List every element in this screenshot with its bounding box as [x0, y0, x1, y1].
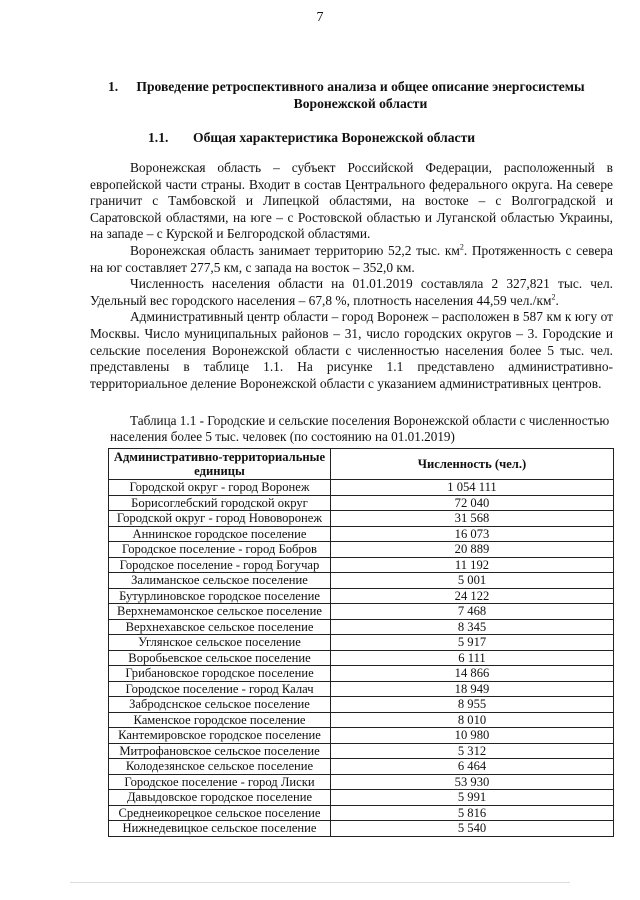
paragraph-area-text-end: . Протяженность с севера на юг составляет 277,5 км, с запада на восток – 352,0 км. — [90, 242, 613, 275]
population-cell: 20 889 — [331, 542, 614, 558]
table-row — [109, 681, 614, 697]
settlement-name-cell: Городской округ - город Нововоронеж — [109, 511, 331, 527]
population-cell: 72 040 — [331, 495, 614, 511]
section-number: 1. — [108, 79, 119, 94]
section-title: Проведение ретроспективного анализа и общее описание энергосистемы Воронежской области — [136, 79, 585, 111]
subsection-heading — [148, 129, 475, 146]
table-row — [109, 619, 614, 635]
table-row — [109, 495, 614, 511]
paragraph-population — [90, 276, 613, 309]
population-cell: 8 345 — [331, 619, 614, 635]
settlement-name-cell: Среднеикорецкое сельское поселение — [109, 805, 331, 821]
settlement-name-cell: Залиманское сельское поселение — [109, 573, 331, 589]
table-row — [109, 666, 614, 682]
settlement-name-cell: Городское поселение - город Бобров — [109, 542, 331, 558]
section-heading — [108, 78, 613, 112]
table-row — [109, 805, 614, 821]
page-bottom-line — [70, 882, 570, 883]
population-cell: 6 111 — [331, 650, 614, 666]
population-cell: 53 930 — [331, 774, 614, 790]
table-row — [109, 650, 614, 666]
table-row — [109, 728, 614, 744]
table-row — [109, 557, 614, 573]
settlement-name-cell: Каменское городское поселение — [109, 712, 331, 728]
table-row — [109, 743, 614, 759]
table-row — [109, 542, 614, 558]
settlement-name-cell: Воробьевское сельское поселение — [109, 650, 331, 666]
population-cell: 18 949 — [331, 681, 614, 697]
paragraph-area-text: Воронежская область занимает территорию 52,2 тыс. км — [130, 242, 460, 258]
population-cell: 14 866 — [331, 666, 614, 682]
population-cell: 7 468 — [331, 604, 614, 620]
superscript: 2 — [551, 292, 556, 302]
table-row — [109, 759, 614, 775]
paragraph-region: Воронежская область – субъект Российской Федерации, расположенный в европейской части страны. Входит в состав Центрального федерального округа. На севере граничит с Тамбовской и Липецкой областями, на востоке – с Волгоградской и Саратовской областями, на юге – с Ростовской областью и Луганской областью Украины, на западе – с Курской и Белгородской областями. — [90, 160, 613, 242]
settlement-name-cell: Борисоглебский городской округ — [109, 495, 331, 511]
paragraph-admin-center: Административный центр области – город Воронеж – расположен в 587 км к югу от Москвы. Число муниципальных районов – 31, число городских округов – 3. Городские и сельские поселения Воронежской области с численностью населения более 5 тыс. чел. представлены в таблице 1.1. На рисунке 1.1 представлено административно-территориальное деление Воронежской области с указанием административных центров. — [90, 309, 613, 391]
table-row — [109, 526, 614, 542]
population-cell: 5 312 — [331, 743, 614, 759]
table-body — [109, 480, 614, 837]
table-row — [109, 821, 614, 837]
table-row — [109, 774, 614, 790]
population-cell: 5 991 — [331, 790, 614, 806]
column-header-unit: Административно-территориальные единицы — [109, 449, 331, 480]
column-header-population: Численность (чел.) — [331, 449, 614, 480]
paragraph-population-text-end: . — [555, 292, 559, 308]
settlement-name-cell: Митрофановское сельское поселение — [109, 743, 331, 759]
subsection-title: Общая характеристика Воронежской области — [193, 130, 476, 145]
population-cell: 31 568 — [331, 511, 614, 527]
settlements-table — [108, 448, 614, 837]
population-cell: 5 917 — [331, 635, 614, 651]
population-cell: 6 464 — [331, 759, 614, 775]
table-row — [109, 790, 614, 806]
page-number: 7 — [316, 10, 324, 25]
settlement-name-cell: Кантемировское городское поселение — [109, 728, 331, 744]
population-cell: 24 122 — [331, 588, 614, 604]
settlement-name-cell: Давыдовское городское поселение — [109, 790, 331, 806]
paragraph-area — [90, 243, 613, 276]
population-cell: 1 054 111 — [331, 480, 614, 496]
table-row — [109, 511, 614, 527]
population-cell: 8 010 — [331, 712, 614, 728]
settlement-name-cell: Городское поселение - город Лиски — [109, 774, 331, 790]
population-cell: 8 955 — [331, 697, 614, 713]
population-cell: 5 816 — [331, 805, 614, 821]
settlement-name-cell: Бутурлиновское городское поселение — [109, 588, 331, 604]
settlement-name-cell: Колодезянское сельское поселение — [109, 759, 331, 775]
table-caption: Таблица 1.1 - Городские и сельские поселения Воронежской области с численностью населения более 5 тыс. человек (по состоянию на 01.01.2019) — [110, 413, 610, 444]
settlement-name-cell: Аннинское городское поселение — [109, 526, 331, 542]
table-row — [109, 604, 614, 620]
population-cell: 5 001 — [331, 573, 614, 589]
settlement-name-cell: Городское поселение - город Калач — [109, 681, 331, 697]
settlement-name-cell: Верхнемамонское сельское поселение — [109, 604, 331, 620]
population-cell: 5 540 — [331, 821, 614, 837]
population-cell: 10 980 — [331, 728, 614, 744]
table-header-row — [109, 449, 614, 480]
settlement-name-cell: Грибановское городское поселение — [109, 666, 331, 682]
population-cell: 16 073 — [331, 526, 614, 542]
settlement-name-cell: Городское поселение - город Богучар — [109, 557, 331, 573]
table-row — [109, 480, 614, 496]
superscript: 2 — [459, 242, 464, 252]
table-row — [109, 635, 614, 651]
population-cell: 11 192 — [331, 557, 614, 573]
table-row — [109, 588, 614, 604]
settlement-name-cell: Забродснское сельское поселение — [109, 697, 331, 713]
subsection-number: 1.1. — [148, 130, 169, 145]
body-text — [90, 160, 613, 392]
paragraph-population-text: Численность населения области на 01.01.2019 составляла 2 327,821 тыс. чел. Удельный вес городского населения – 67,8 %, плотность населения 44,59 чел./км — [90, 276, 613, 308]
table-row — [109, 573, 614, 589]
settlement-name-cell: Городской округ - город Воронеж — [109, 480, 331, 496]
settlement-name-cell: Углянское сельское поселение — [109, 635, 331, 651]
settlement-name-cell: Верхнехавское сельское поселение — [109, 619, 331, 635]
table-row — [109, 712, 614, 728]
settlement-name-cell: Нижнедевицкое сельское поселение — [109, 821, 331, 837]
table-row — [109, 697, 614, 713]
